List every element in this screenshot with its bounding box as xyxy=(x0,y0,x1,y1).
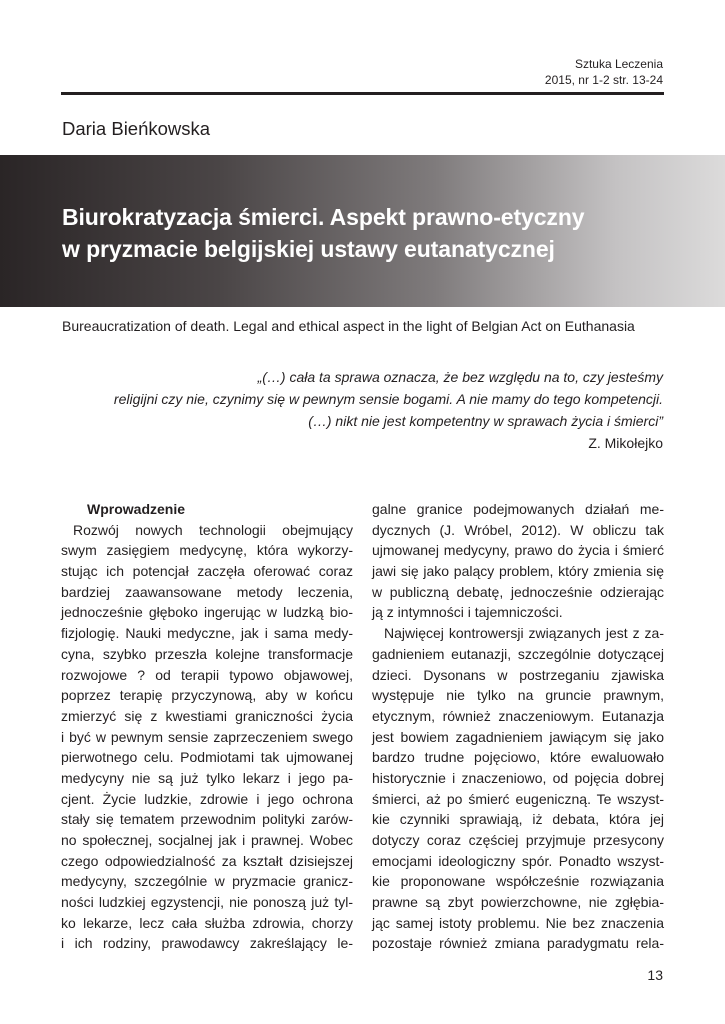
text-line: kie czynniki sprawiają, iż debata, która jej xyxy=(372,811,664,828)
text-line: i ich rodziny, prawodawcy zakreślający le- xyxy=(61,935,353,952)
text-line: gadnieniem eutanazji, szczególnie dotyczącej xyxy=(372,645,664,662)
epigraph-line: (…) nikt nie jest kompetentny w sprawach życia i śmierci” xyxy=(308,413,663,429)
title-line-2: w pryzmacie belgijskiej ustawy eutanatycznej xyxy=(62,236,555,262)
text-line: dotyczy coraz częściej przyjmuje przesycony xyxy=(372,832,664,848)
journal-name: Sztuka Leczenia xyxy=(574,57,663,71)
english-subtitle: Bureaucratization of death. Legal and ethical aspect in the light of Belgian Act on Euthanasia xyxy=(62,318,635,334)
text-line: jednocześnie głęboko ingerując w ludzką bio- xyxy=(61,604,353,621)
text-line: ności ludzkiej egzystencji, nie ponoszą już tyl- xyxy=(61,894,353,911)
text-line: swym zasięgiem medycynę, która wykorzy- xyxy=(61,542,353,559)
text-line: dycznych (J. Wróbel, 2012). W obliczu tak xyxy=(372,521,664,538)
text-line: medycyny nie są już tylko lekarz i jego pa- xyxy=(61,769,353,786)
text-line: jąc samej istoty problemu. Nie bez znaczenia xyxy=(372,914,664,931)
text-line: występuje nie tylko na gruncie prawnym, xyxy=(372,687,664,704)
right-column xyxy=(372,499,664,954)
text-line: jawi się jako palący problem, który zmienia się xyxy=(372,563,664,580)
page-number: 13 xyxy=(647,967,663,983)
text-line: i być w pewnym sensie zaprzeczeniem swego xyxy=(61,728,353,745)
text-line: fizjologię. Nauki medyczne, jak i sama medy- xyxy=(61,625,353,642)
text-line: bardziej zaawansowane metody leczenia, xyxy=(61,583,353,600)
author-name: Daria Bieńkowska xyxy=(62,118,211,139)
text-line: historycznie i znaczeniowo, od pojęcia dobrej xyxy=(372,769,664,786)
text-line: no społecznej, socjalnej jak i prawnej. Wobec xyxy=(61,832,353,848)
text-line: dzieci. Dysonans w postrzeganiu zjawiska xyxy=(372,666,664,683)
text-line: Rozwój nowych technologii obejmujący xyxy=(73,521,353,538)
text-line: medycyny, szczególnie w pryzmacie granicz- xyxy=(61,873,353,890)
text-line: ją z intymności i tajemniczości. xyxy=(372,604,563,621)
text-line: śmierci, aż po śmierć eugeniczną. Te wszyst- xyxy=(372,790,664,807)
journal-issue: 2015, nr 1-2 str. 13-24 xyxy=(544,73,663,87)
text-line: Najwięcej kontrowersji związanych jest z za- xyxy=(384,625,664,642)
text-line: cyna, szybko przeszła kolejne transformacje xyxy=(61,645,353,662)
text-line: bardzo trudne pojęciowo, które ewaluowało xyxy=(372,749,664,766)
text-line: pierwotnego celu. Podmiotami tak ujmowanej xyxy=(61,749,353,766)
epigraph xyxy=(114,366,663,454)
title-line-1: Biurokratyzacja śmierci. Aspekt prawno-etyczny xyxy=(62,204,585,230)
text-line: etycznym, również znaczeniowym. Eutanazja xyxy=(372,707,664,724)
text-line: galne granice podejmowanych działań me- xyxy=(372,501,664,517)
text-line: kie proponowane współcześnie rozwiązania xyxy=(372,873,664,890)
header-rule xyxy=(61,92,664,95)
text-line: czego odpowiedzialność za kształt dzisiejszej xyxy=(61,852,353,869)
text-line: poprzez terapię przyczynową, aby w końcu xyxy=(61,687,353,704)
text-line: ujmowanej medycyny, prawo do życia i śmierć xyxy=(372,542,664,559)
text-line: stując ich potencjał zaczęła oferować coraz xyxy=(61,563,353,580)
text-line: emocjami ideologiczny spór. Ponadto wszyst- xyxy=(372,852,664,869)
journal-header xyxy=(545,56,663,88)
text-line: jest bowiem zagadnieniem jawiącym się jako xyxy=(372,728,664,745)
epigraph-line: „(…) cała ta sprawa oznacza, że bez względu na to, czy jesteśmy xyxy=(257,369,663,385)
text-line: prawne są zbyt powierzchowne, nie zgłębia- xyxy=(372,894,664,911)
text-line: ko lekarze, lecz cała służba zdrowia, chorzy xyxy=(61,914,353,931)
text-line: w publiczną debatę, jednocześnie odzierając xyxy=(372,583,664,600)
epigraph-line: religijni czy nie, czynimy się w pewnym sensie bogami. A nie mamy do tego kompetencji. xyxy=(113,391,663,407)
text-line: stały się tematem przewodnim polityki zarów- xyxy=(61,811,353,828)
text-line: zmierzyć się z kwestiami graniczności życia xyxy=(61,707,353,724)
section-heading: Wprowadzenie xyxy=(87,501,186,517)
text-line: cjent. Życie ludzkie, zdrowie i jego ochrona xyxy=(61,790,353,807)
text-line: pozostaje również zmiana paradygmatu rela- xyxy=(372,935,664,952)
epigraph-source: Z. Mikołejko xyxy=(588,435,663,451)
left-column xyxy=(61,499,353,954)
text-line: rozwojowe ? od terapii typowo objawowej, xyxy=(61,666,353,683)
article-title xyxy=(62,201,682,265)
